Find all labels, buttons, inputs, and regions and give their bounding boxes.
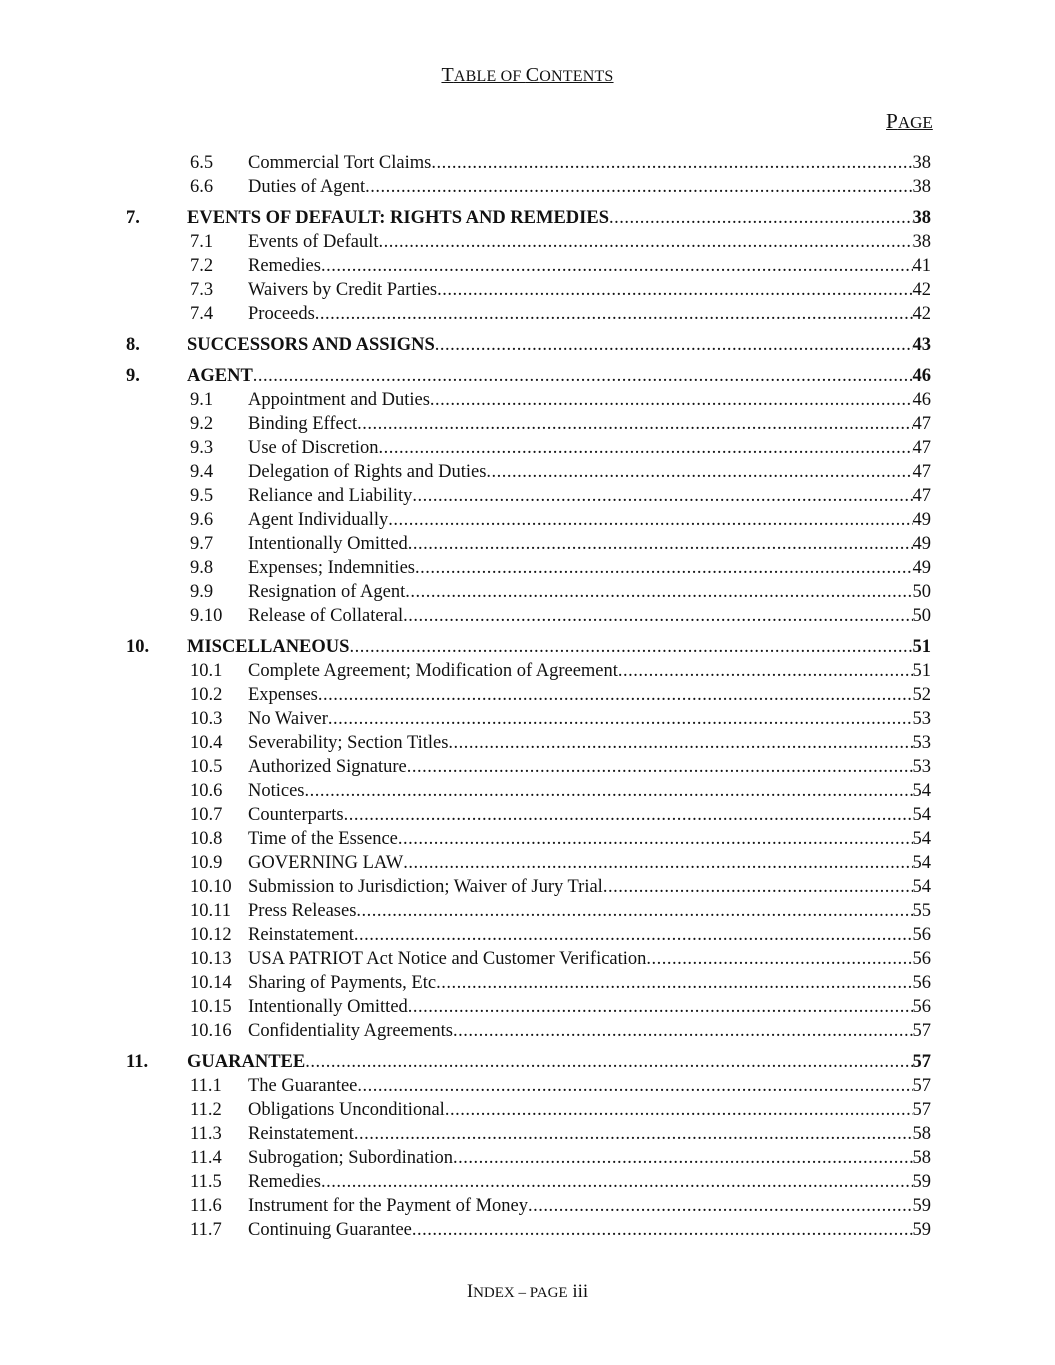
toc-entry-leader xyxy=(248,659,931,683)
toc-subsection-row[interactable] xyxy=(0,899,1055,923)
toc-entry-leader xyxy=(248,532,931,556)
page-number: 49 xyxy=(912,558,931,578)
dot-leader xyxy=(603,875,913,899)
section-number: 9. xyxy=(126,366,140,386)
subsection-title: Confidentiality Agreements xyxy=(248,1021,453,1041)
subsection-title: Instrument for the Payment of Money xyxy=(248,1196,529,1216)
toc-subsection-row[interactable] xyxy=(0,995,1055,1019)
section-number: 7. xyxy=(126,208,140,228)
page-number: 54 xyxy=(912,829,931,849)
page-number: 54 xyxy=(912,805,931,825)
toc-section-row[interactable] xyxy=(0,333,1055,357)
page-number: 49 xyxy=(912,534,931,554)
subsection-number: 9.6 xyxy=(190,510,214,530)
toc-entry-leader xyxy=(248,875,931,899)
dot-leader xyxy=(646,947,912,971)
subsection-title: GOVERNING LAW xyxy=(248,853,404,873)
page-number: 49 xyxy=(912,510,931,530)
subsection-number: 10.9 xyxy=(190,853,223,873)
subsection-number: 10.15 xyxy=(190,997,232,1017)
dot-leader xyxy=(453,1019,913,1043)
subsection-number: 7.4 xyxy=(190,304,214,324)
subsection-number: 10.11 xyxy=(190,901,231,921)
toc-entry-leader xyxy=(248,278,931,302)
subsection-title: Notices xyxy=(248,781,305,801)
dot-leader xyxy=(344,803,913,827)
dot-leader xyxy=(448,731,912,755)
subsection-number: 10.6 xyxy=(190,781,223,801)
toc-subsection-row[interactable] xyxy=(0,604,1055,628)
page-number: 58 xyxy=(912,1148,931,1168)
toc-entry-leader xyxy=(248,995,931,1019)
dot-leader xyxy=(403,851,912,875)
subsection-number: 10.5 xyxy=(190,757,223,777)
dot-leader xyxy=(357,1074,912,1098)
subsection-title: Appointment and Duties xyxy=(248,390,430,410)
page-number: 54 xyxy=(912,877,931,897)
page-number: 51 xyxy=(912,637,931,657)
page-number: 59 xyxy=(912,1196,931,1216)
toc-subsection-row[interactable] xyxy=(0,683,1055,707)
toc-subsection-row[interactable] xyxy=(0,1218,1055,1242)
toc-subsection-row[interactable] xyxy=(0,580,1055,604)
subsection-number: 7.3 xyxy=(190,280,214,300)
dot-leader xyxy=(430,388,913,412)
page-number: 58 xyxy=(912,1124,931,1144)
toc-entry-leader xyxy=(248,899,931,923)
toc-entry-leader xyxy=(248,1218,931,1242)
section-title: AGENT xyxy=(187,366,253,386)
toc-entry-leader xyxy=(248,1019,931,1043)
subsection-number: 10.4 xyxy=(190,733,223,753)
subsection-number: 10.3 xyxy=(190,709,223,729)
dot-leader xyxy=(407,755,913,779)
toc-entry-leader xyxy=(248,230,931,254)
dot-leader xyxy=(618,659,913,683)
section-number: 11. xyxy=(126,1052,149,1072)
toc-entry-leader xyxy=(248,508,931,532)
section-number: 10. xyxy=(126,637,150,657)
section-title: EVENTS OF DEFAULT: RIGHTS AND REMEDIES xyxy=(187,208,609,228)
subsection-title: Resignation of Agent xyxy=(248,582,406,602)
dot-leader xyxy=(609,206,913,230)
subsection-title: Remedies xyxy=(248,1172,321,1192)
toc-entry-leader xyxy=(248,707,931,731)
dot-leader xyxy=(486,460,912,484)
subsection-number: 10.13 xyxy=(190,949,232,969)
page-number: 42 xyxy=(912,304,931,324)
subsection-title: Release of Collateral xyxy=(248,606,404,626)
subsection-number: 9.10 xyxy=(190,606,223,626)
toc-entry-leader xyxy=(248,923,931,947)
dot-leader xyxy=(412,1218,913,1242)
toc-subsection-row[interactable] xyxy=(0,971,1055,995)
page-number: 53 xyxy=(912,757,931,777)
subsection-title: Expenses xyxy=(248,685,318,705)
toc-section-row[interactable] xyxy=(0,364,1055,388)
toc-subsection-row[interactable] xyxy=(0,508,1055,532)
dot-leader xyxy=(328,707,913,731)
toc-subsection-row[interactable] xyxy=(0,659,1055,683)
page-number: 41 xyxy=(912,256,931,276)
page-number: 54 xyxy=(912,781,931,801)
subsection-number: 9.2 xyxy=(190,414,214,434)
subsection-title: Events of Default xyxy=(248,232,379,252)
subsection-title: Delegation of Rights and Duties xyxy=(248,462,487,482)
toc-subsection-row[interactable] xyxy=(0,484,1055,508)
dot-leader xyxy=(388,508,912,532)
toc-section-row[interactable] xyxy=(0,635,1055,659)
subsection-number: 6.5 xyxy=(190,153,214,173)
toc-title-initial-c: C xyxy=(525,64,540,86)
page-number: 47 xyxy=(912,486,931,506)
page-number: 56 xyxy=(912,925,931,945)
page-footer xyxy=(0,1281,1055,1303)
toc-subsection-row[interactable] xyxy=(0,875,1055,899)
subsection-number: 9.7 xyxy=(190,534,214,554)
dot-leader xyxy=(415,556,913,580)
page-number: 47 xyxy=(912,414,931,434)
subsection-title: Authorized Signature xyxy=(248,757,407,777)
page-number: 50 xyxy=(912,606,931,626)
subsection-title: Expenses; Indemnities xyxy=(248,558,415,578)
subsection-title: Continuing Guarantee xyxy=(248,1220,412,1240)
subsection-title: Subrogation; Subordination xyxy=(248,1148,454,1168)
page-label-initial: P xyxy=(886,109,898,133)
page-number: 53 xyxy=(912,709,931,729)
dot-leader xyxy=(365,175,912,199)
toc-subsection-row[interactable] xyxy=(0,1019,1055,1043)
section-title: MISCELLANEOUS xyxy=(187,637,350,657)
toc-entry-leader xyxy=(248,412,931,436)
toc-subsection-row[interactable] xyxy=(0,923,1055,947)
toc-entry-leader xyxy=(248,827,931,851)
footer-index-initial: I xyxy=(466,1281,474,1302)
dot-leader xyxy=(435,333,913,357)
toc-entry-leader xyxy=(248,604,931,628)
subsection-number: 9.9 xyxy=(190,582,214,602)
toc-entry-leader xyxy=(248,151,931,175)
toc-subsection-row[interactable] xyxy=(0,803,1055,827)
page-number: 38 xyxy=(912,232,931,252)
subsection-number: 9.8 xyxy=(190,558,214,578)
toc-entry-leader xyxy=(248,1122,931,1146)
toc-entry-leader xyxy=(187,1050,931,1074)
page-number: 47 xyxy=(912,438,931,458)
dot-leader xyxy=(253,364,913,388)
page-number: 46 xyxy=(912,366,931,386)
page-number: 57 xyxy=(912,1076,931,1096)
toc-subsection-row[interactable] xyxy=(0,851,1055,875)
dot-leader xyxy=(357,412,912,436)
subsection-number: 11.3 xyxy=(190,1124,222,1144)
toc-entry-leader xyxy=(248,803,931,827)
page-number: 56 xyxy=(912,973,931,993)
dot-leader xyxy=(437,278,912,302)
subsection-title: Reinstatement xyxy=(248,925,354,945)
toc-entry-leader xyxy=(248,731,931,755)
dot-leader xyxy=(445,1098,913,1122)
subsection-number: 10.1 xyxy=(190,661,223,681)
toc-entry-leader xyxy=(187,364,931,388)
dot-leader xyxy=(398,827,913,851)
toc-title xyxy=(0,64,1055,87)
toc-subsection-row[interactable] xyxy=(0,827,1055,851)
subsection-number: 11.6 xyxy=(190,1196,222,1216)
subsection-number: 11.1 xyxy=(190,1076,222,1096)
page-number: 55 xyxy=(912,901,931,921)
subsection-number: 11.5 xyxy=(190,1172,222,1192)
dot-leader xyxy=(431,151,912,175)
toc-subsection-row[interactable] xyxy=(0,254,1055,278)
toc-subsection-row[interactable] xyxy=(0,1194,1055,1218)
subsection-title: Press Releases xyxy=(248,901,357,921)
subsection-title: Counterparts xyxy=(248,805,344,825)
toc-entry-leader xyxy=(248,175,931,199)
subsection-title: Submission to Jurisdiction; Waiver of Jury Trial xyxy=(248,877,603,897)
dot-leader xyxy=(408,532,913,556)
page-number: 57 xyxy=(912,1052,931,1072)
toc-title-part-2: ONTENTS xyxy=(539,68,614,85)
toc-subsection-row[interactable] xyxy=(0,1170,1055,1194)
toc-subsection-row[interactable] xyxy=(0,278,1055,302)
subsection-title: Duties of Agent xyxy=(248,177,366,197)
toc-entry-leader xyxy=(248,436,931,460)
dot-leader xyxy=(379,230,913,254)
dot-leader xyxy=(412,484,912,508)
toc-entry-leader xyxy=(248,556,931,580)
page-column-label xyxy=(886,109,931,134)
section-number: 8. xyxy=(126,335,140,355)
page-number: 50 xyxy=(912,582,931,602)
dot-leader xyxy=(408,995,913,1019)
toc-subsection-row[interactable] xyxy=(0,230,1055,254)
subsection-title: Use of Discretion xyxy=(248,438,379,458)
subsection-title: Intentionally Omitted xyxy=(248,997,408,1017)
toc-entry-leader xyxy=(248,1146,931,1170)
subsection-title: USA PATRIOT Act Notice and Customer Verification xyxy=(248,949,647,969)
subsection-number: 10.8 xyxy=(190,829,223,849)
toc-subsection-row[interactable] xyxy=(0,1146,1055,1170)
dot-leader xyxy=(436,971,912,995)
toc-subsection-row[interactable] xyxy=(0,1074,1055,1098)
subsection-title: Agent Individually xyxy=(248,510,389,530)
toc-entry-leader xyxy=(248,851,931,875)
toc-entry-leader xyxy=(248,1098,931,1122)
subsection-number: 10.12 xyxy=(190,925,232,945)
subsection-title: Reinstatement xyxy=(248,1124,354,1144)
dot-leader xyxy=(528,1194,912,1218)
subsection-number: 7.1 xyxy=(190,232,214,252)
subsection-title: Severability; Section Titles xyxy=(248,733,449,753)
toc-title-part-1: ABLE OF xyxy=(453,68,526,85)
toc-subsection-row[interactable] xyxy=(0,1122,1055,1146)
subsection-title: Commercial Tort Claims xyxy=(248,153,432,173)
subsection-number: 10.14 xyxy=(190,973,232,993)
toc-entry-leader xyxy=(248,460,931,484)
subsection-title: No Waiver xyxy=(248,709,328,729)
toc-entry-leader xyxy=(248,254,931,278)
page-number: 38 xyxy=(912,153,931,173)
dot-leader xyxy=(349,635,912,659)
subsection-title: Binding Effect xyxy=(248,414,358,434)
toc-subsection-row[interactable] xyxy=(0,302,1055,326)
toc-entry-leader xyxy=(248,947,931,971)
subsection-title: Reliance and Liability xyxy=(248,486,413,506)
toc-subsection-row[interactable] xyxy=(0,532,1055,556)
toc-section-row[interactable] xyxy=(0,1050,1055,1074)
toc-section-row[interactable] xyxy=(0,206,1055,230)
subsection-number: 11.2 xyxy=(190,1100,222,1120)
dot-leader xyxy=(321,1170,913,1194)
page-number: 59 xyxy=(912,1220,931,1240)
page-number: 52 xyxy=(912,685,931,705)
page-label-rest: AGE xyxy=(897,113,933,132)
toc-list xyxy=(0,151,1055,1242)
toc-entry-leader xyxy=(248,755,931,779)
subsection-number: 7.2 xyxy=(190,256,214,276)
toc-subsection-row[interactable] xyxy=(0,707,1055,731)
subsection-number: 11.7 xyxy=(190,1220,222,1240)
dot-leader xyxy=(379,436,913,460)
toc-title-initial: T xyxy=(441,64,454,86)
footer-index-rest: NDEX xyxy=(473,1285,515,1301)
subsection-title: Complete Agreement; Modification of Agreement xyxy=(248,661,618,681)
subsection-number: 10.2 xyxy=(190,685,223,705)
subsection-number: 11.4 xyxy=(190,1148,222,1168)
subsection-title: Intentionally Omitted xyxy=(248,534,408,554)
subsection-title: Obligations Unconditional xyxy=(248,1100,445,1120)
toc-subsection-row[interactable] xyxy=(0,1098,1055,1122)
page-number: 59 xyxy=(912,1172,931,1192)
toc-entry-leader xyxy=(248,484,931,508)
page-number: 42 xyxy=(912,280,931,300)
page-number: 47 xyxy=(912,462,931,482)
toc-entry-leader xyxy=(248,971,931,995)
page-number: 46 xyxy=(912,390,931,410)
subsection-number: 9.1 xyxy=(190,390,214,410)
toc-subsection-row[interactable] xyxy=(0,755,1055,779)
section-title: GUARANTEE xyxy=(187,1052,306,1072)
dot-leader xyxy=(356,899,912,923)
toc-subsection-row[interactable] xyxy=(0,412,1055,436)
subsection-title: Time of the Essence xyxy=(248,829,398,849)
footer-page-number: iii xyxy=(567,1281,589,1302)
toc-subsection-row[interactable] xyxy=(0,556,1055,580)
dot-leader xyxy=(305,779,913,803)
section-title: SUCCESSORS AND ASSIGNS xyxy=(187,335,435,355)
subsection-number: 10.10 xyxy=(190,877,232,897)
footer-dash: – xyxy=(514,1285,530,1301)
dot-leader xyxy=(318,683,913,707)
toc-subsection-row[interactable] xyxy=(0,460,1055,484)
page-number: 56 xyxy=(912,997,931,1017)
dot-leader xyxy=(354,1122,913,1146)
page-number: 57 xyxy=(912,1021,931,1041)
dot-leader xyxy=(405,580,912,604)
page-number: 51 xyxy=(912,661,931,681)
dot-leader xyxy=(354,923,913,947)
toc-subsection-row[interactable] xyxy=(0,151,1055,175)
subsection-number: 9.4 xyxy=(190,462,214,482)
page-number: 53 xyxy=(912,733,931,753)
page-number: 57 xyxy=(912,1100,931,1120)
toc-subsection-row[interactable] xyxy=(0,388,1055,412)
page-number: 54 xyxy=(912,853,931,873)
toc-subsection-row[interactable] xyxy=(0,947,1055,971)
toc-subsection-row[interactable] xyxy=(0,175,1055,199)
toc-subsection-row[interactable] xyxy=(0,436,1055,460)
subsection-title: Waivers by Credit Parties xyxy=(248,280,438,300)
subsection-title: Proceeds xyxy=(248,304,315,324)
toc-entry-leader xyxy=(187,333,931,357)
dot-leader xyxy=(315,302,913,326)
toc-entry-leader xyxy=(248,388,931,412)
dot-leader xyxy=(453,1146,912,1170)
page-number: 56 xyxy=(912,949,931,969)
subsection-number: 10.7 xyxy=(190,805,223,825)
page-number: 43 xyxy=(912,335,931,355)
toc-entry-leader xyxy=(187,635,931,659)
toc-entry-leader xyxy=(248,1194,931,1218)
dot-leader xyxy=(403,604,912,628)
subsection-title: Sharing of Payments, Etc xyxy=(248,973,437,993)
footer-page-word: PAGE xyxy=(529,1285,568,1301)
subsection-number: 9.5 xyxy=(190,486,214,506)
toc-entry-leader xyxy=(248,683,931,707)
toc-entry-leader xyxy=(248,1170,931,1194)
subsection-title: The Guarantee xyxy=(248,1076,358,1096)
dot-leader xyxy=(305,1050,912,1074)
page-number: 38 xyxy=(912,177,931,197)
toc-subsection-row[interactable] xyxy=(0,731,1055,755)
dot-leader xyxy=(321,254,913,278)
subsection-number: 9.3 xyxy=(190,438,214,458)
page-number: 38 xyxy=(912,208,931,228)
subsection-title: Remedies xyxy=(248,256,321,276)
toc-entry-leader xyxy=(248,779,931,803)
toc-subsection-row[interactable] xyxy=(0,779,1055,803)
subsection-number: 10.16 xyxy=(190,1021,232,1041)
toc-entry-leader xyxy=(248,1074,931,1098)
toc-entry-leader xyxy=(248,580,931,604)
toc-entry-leader xyxy=(248,302,931,326)
toc-entry-leader xyxy=(187,206,931,230)
subsection-number: 6.6 xyxy=(190,177,214,197)
